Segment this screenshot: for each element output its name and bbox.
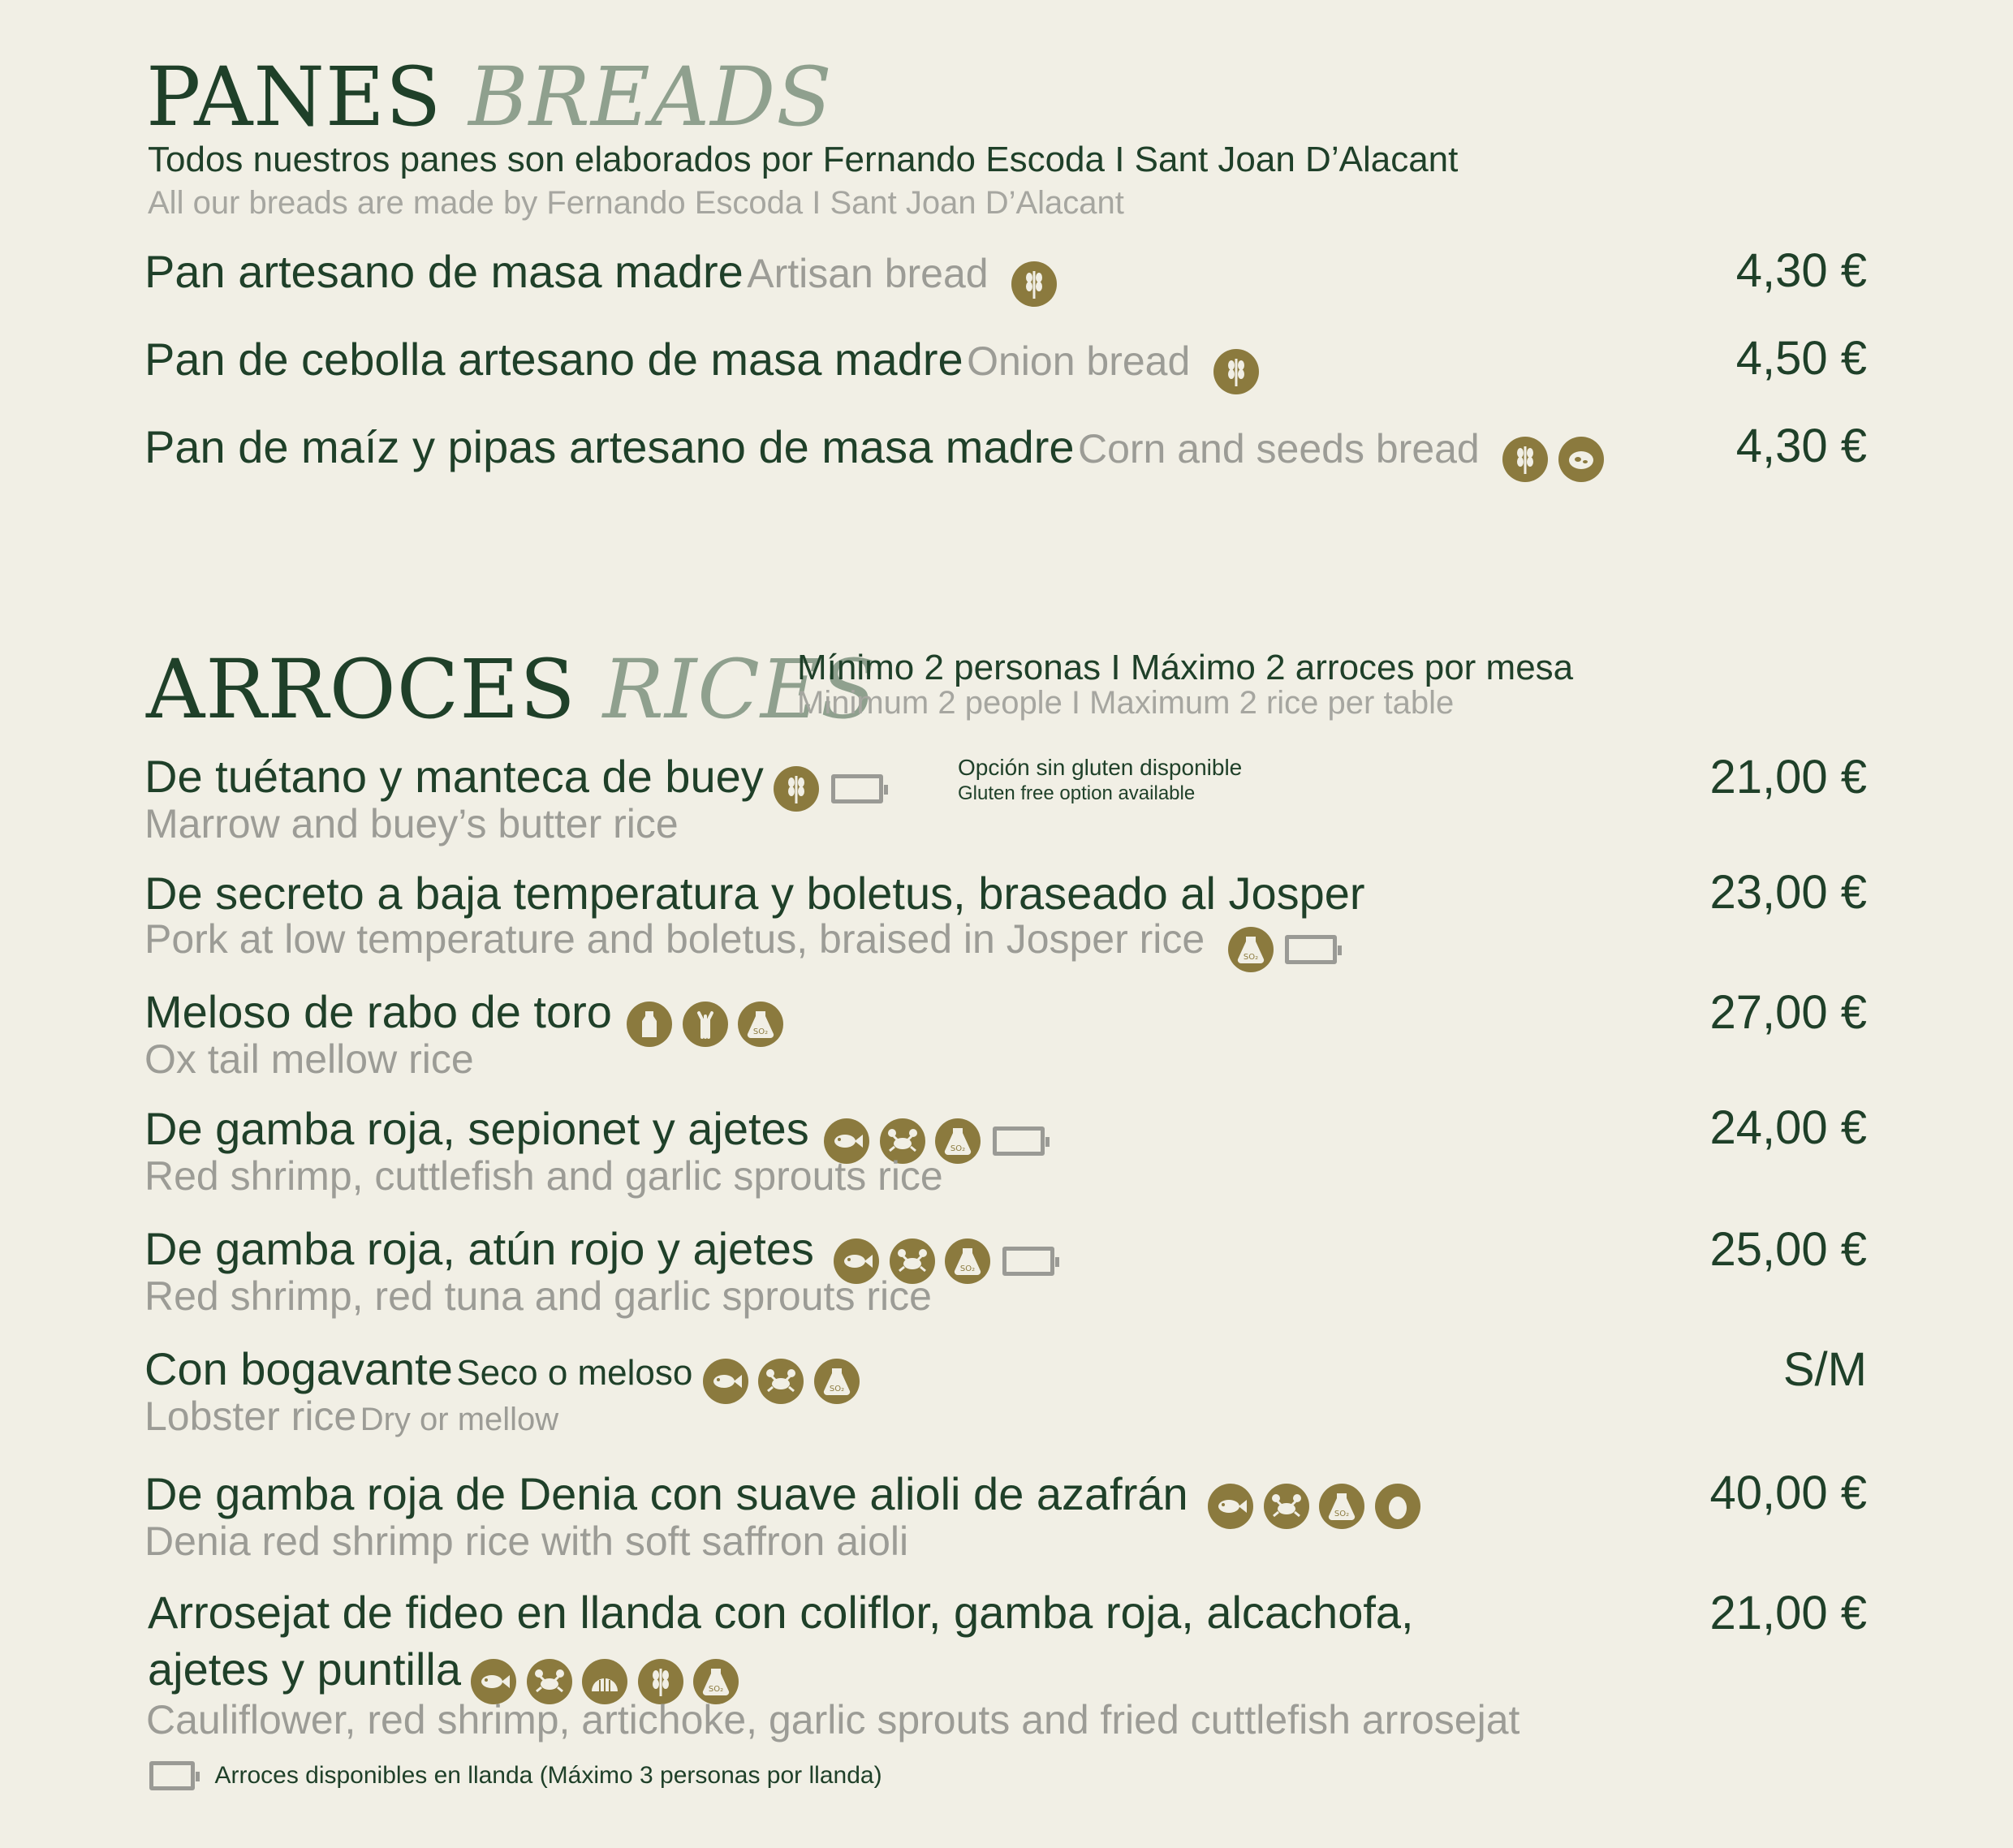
item-price: 23,00 € [1709, 866, 1867, 919]
rices-title-en: RICES [602, 642, 877, 737]
item-name-es: De gamba roja, sepionet y ajetes [144, 1103, 809, 1154]
rices-title [146, 642, 877, 737]
item-price: 27,00 € [1709, 986, 1867, 1039]
item-name-en: Pork at low temperature and boletus, braised in Josper rice [144, 916, 1205, 962]
item-name-es: De gamba roja, atún rojo y ajetes [144, 1223, 814, 1274]
breads-title [146, 50, 833, 144]
gluten-icon [774, 766, 819, 812]
milk-icon [627, 1002, 672, 1047]
gluten-free-note-en: Gluten free option available [958, 782, 1196, 804]
item-name-en: Artisan bread [747, 251, 989, 296]
item-name-es-extra: Seco o meloso [456, 1353, 693, 1393]
item-name-en: Marrow and buey’s butter rice [144, 801, 679, 846]
celery-icon [683, 1002, 728, 1047]
rices-note-en: Minimum 2 people I Maximum 2 rice per table [797, 685, 1455, 721]
rices-title-es: ARROCES [146, 642, 576, 737]
sulphite-icon [814, 1359, 860, 1404]
item-name-en: Red shrimp, cuttlefish and garlic sprouts rice [144, 1153, 943, 1199]
llanda-icon [1002, 1247, 1054, 1276]
item-name-es: Pan artesano de masa madre [144, 246, 744, 297]
gluten-free-note-es: Opción sin gluten disponible [958, 755, 1243, 780]
item-price: 4,50 € [1735, 332, 1867, 385]
item-price: 4,30 € [1735, 420, 1867, 472]
gluten-icon [1213, 349, 1259, 394]
breads-title-en: BREADS [468, 50, 833, 144]
breads-subtitle-es: Todos nuestros panes son elaborados por Fernando Escoda I Sant Joan D’Alacant [148, 140, 1459, 179]
item-price: 21,00 € [1709, 1587, 1867, 1639]
llanda-icon [149, 1761, 195, 1790]
menu-item [144, 420, 1604, 482]
item-name-es-line1: Arrosejat de fideo en llanda con coliflor, gamba roja, alcachofa, [148, 1587, 1414, 1638]
sulphite-icon [945, 1238, 990, 1284]
item-name-es: Meloso de rabo de toro [144, 986, 612, 1037]
item-name-en-extra: Dry or mellow [360, 1402, 559, 1437]
footnote-text: Arroces disponibles en llanda (Máximo 3 personas por llanda) [214, 1762, 882, 1789]
sesame-icon [1558, 437, 1604, 482]
footnote [146, 1761, 882, 1790]
sulphite-icon [1228, 927, 1274, 972]
item-price: 40,00 € [1709, 1467, 1867, 1519]
item-name-en: Corn and seeds bread [1077, 426, 1480, 472]
item-name-es: Pan de cebolla artesano de masa madre [144, 334, 963, 385]
item-name-en: Cauliflower, red shrimp, artichoke, garlic sprouts and fried cuttlefish arrosejat [146, 1697, 1520, 1742]
breads-title-es: PANES [146, 50, 442, 144]
item-price: 21,00 € [1709, 751, 1867, 803]
item-name-es: Con bogavante [144, 1343, 453, 1394]
gluten-icon [1011, 261, 1057, 307]
item-name-en: Onion bread [967, 338, 1191, 384]
menu-item-en [144, 1393, 558, 1440]
llanda-icon [1285, 935, 1337, 964]
menu-item [144, 915, 1337, 972]
item-name-en: Denia red shrimp rice with soft saffron aioli [144, 1518, 909, 1564]
item-name-es: De gamba roja de Denia con suave alioli de azafrán [144, 1468, 1188, 1519]
item-name-es: Pan de maíz y pipas artesano de masa madre [144, 421, 1075, 472]
fish-icon [1208, 1484, 1253, 1529]
rices-note-es: Mínimo 2 personas I Máximo 2 arroces por mesa [797, 648, 1574, 687]
llanda-icon [831, 774, 883, 803]
item-name-es: De tuétano y manteca de buey [144, 751, 764, 802]
item-name-en: Red shrimp, red tuna and garlic sprouts rice [144, 1273, 932, 1319]
sulphite-icon [1319, 1484, 1364, 1529]
item-name-en: Ox tail mellow rice [144, 1036, 474, 1082]
egg-icon [1375, 1484, 1420, 1529]
item-name-en: Lobster rice [144, 1394, 357, 1439]
menu-item [148, 1643, 739, 1704]
crab-icon [758, 1359, 804, 1404]
item-price: 24,00 € [1709, 1101, 1867, 1154]
sulphite-icon [738, 1002, 783, 1047]
breads-subtitle-en: All our breads are made by Fernando Escoda I Sant Joan D’Alacant [148, 185, 1124, 221]
item-price: 4,30 € [1735, 244, 1867, 297]
crab-icon [1264, 1484, 1309, 1529]
gluten-icon [1502, 437, 1548, 482]
item-price: 25,00 € [1709, 1223, 1867, 1276]
item-name-es-line2: ajetes y puntilla [148, 1643, 462, 1695]
menu-item [144, 333, 1259, 394]
menu-item [144, 245, 1057, 307]
fish-icon [703, 1359, 748, 1404]
item-price: S/M [1782, 1343, 1867, 1396]
llanda-icon [993, 1126, 1045, 1156]
item-name-es: De secreto a baja temperatura y boletus, braseado al Josper [144, 868, 1365, 919]
